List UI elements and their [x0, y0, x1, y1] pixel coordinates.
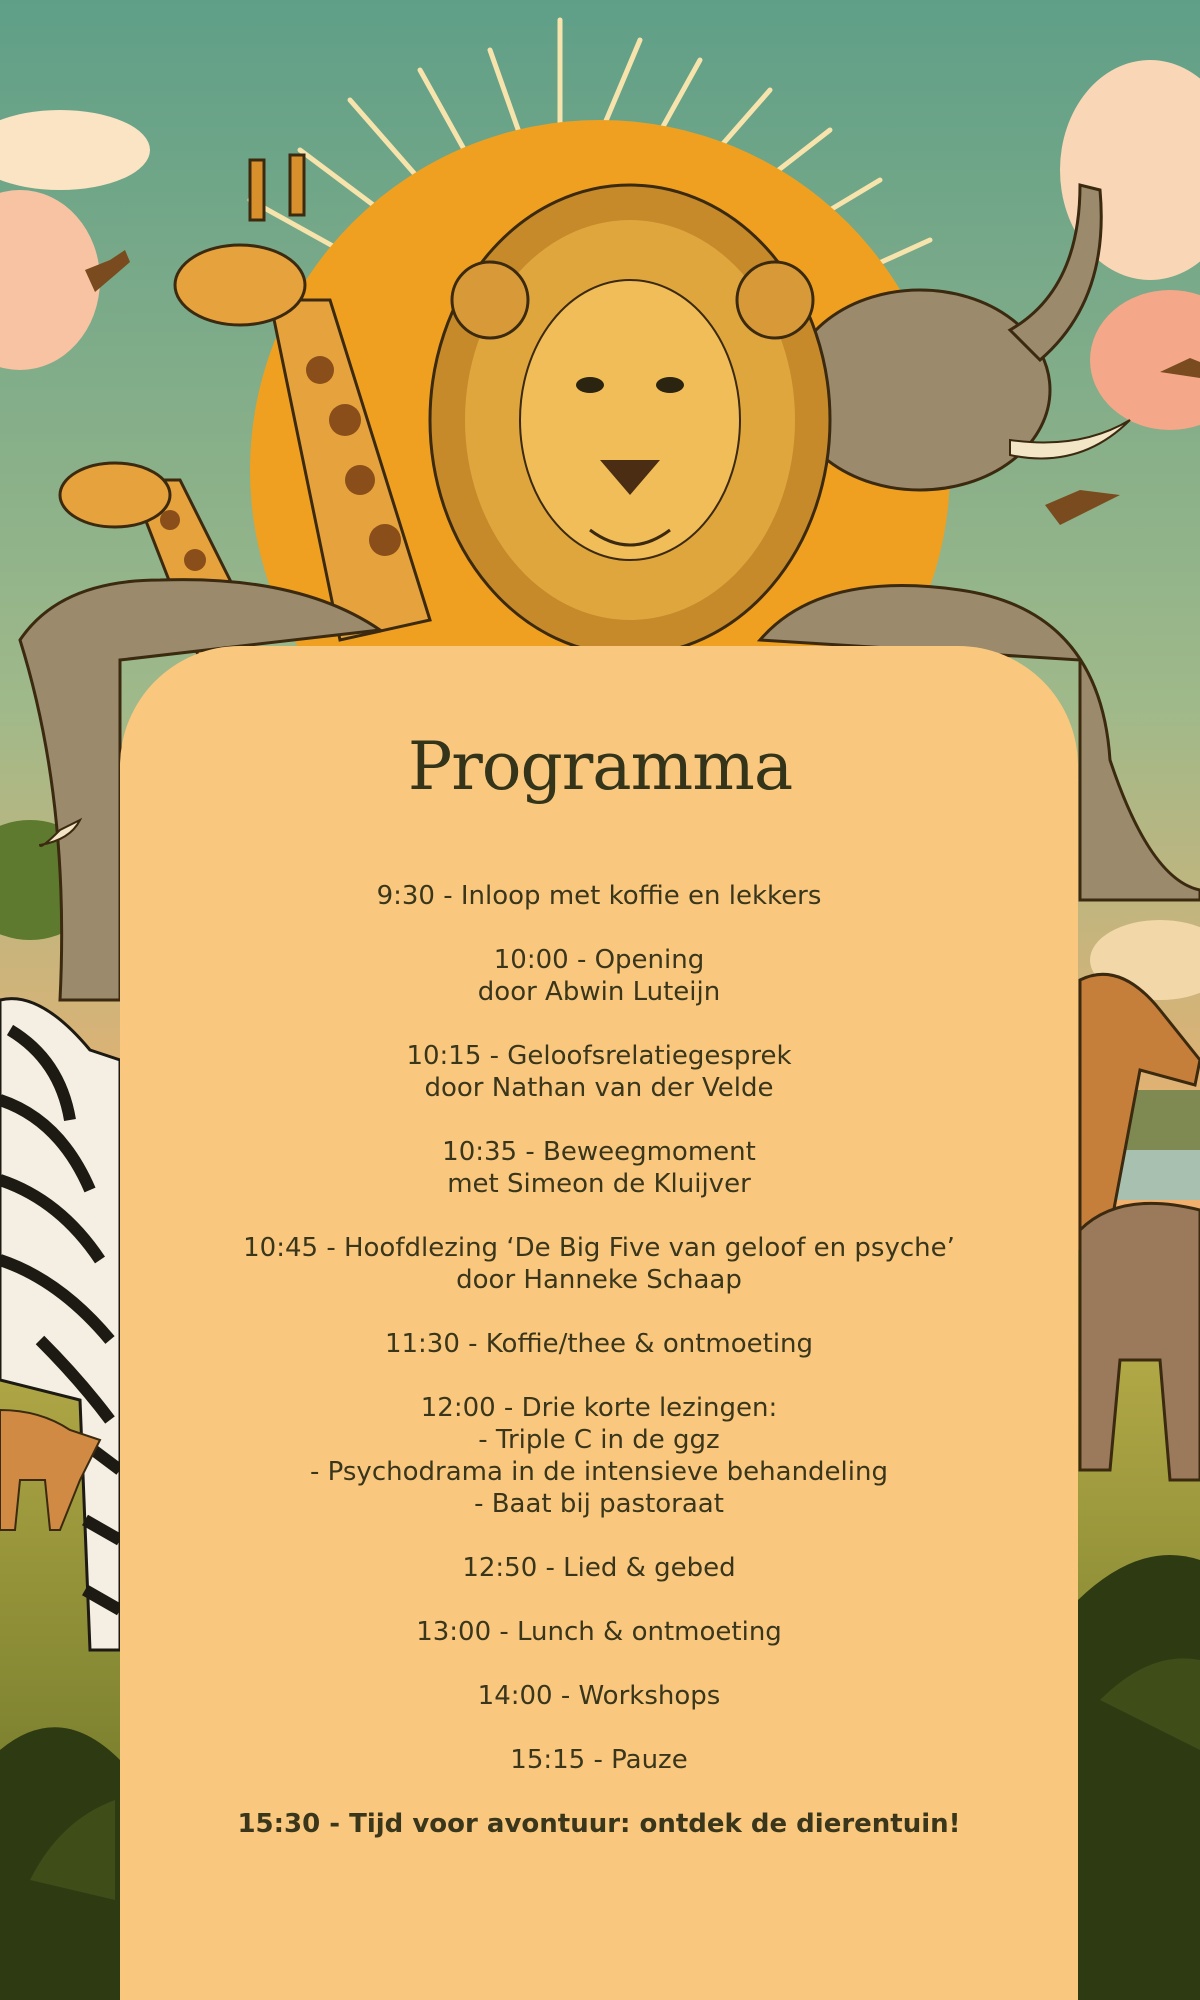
program-item-line: met Simeon de Kluijver	[447, 1169, 751, 1199]
program-item	[120, 1552, 1078, 1584]
lion	[430, 185, 830, 655]
program-item-line: - Baat bij pastoraat	[474, 1489, 724, 1519]
program-item-line: 9:30 - Inloop met koffie en lekkers	[376, 881, 822, 911]
program-item-line: 12:50 - Lied & gebed	[462, 1553, 736, 1583]
program-item-line: 14:00 - Workshops	[477, 1681, 721, 1711]
program-item	[120, 1040, 1078, 1104]
program-item-line: 15:30 - Tijd voor avontuur: ontdek de dierentuin!	[237, 1809, 961, 1839]
program-item	[120, 1680, 1078, 1712]
program-item-line: 12:00 - Drie korte lezingen:	[420, 1393, 778, 1423]
program-item	[120, 1808, 1078, 1840]
page-title: Programma	[407, 728, 793, 805]
program-item-line: door Nathan van der Velde	[424, 1073, 774, 1103]
program-item-line: door Abwin Luteijn	[477, 977, 721, 1007]
program-item-line: 11:30 - Koffie/thee & ontmoeting	[384, 1329, 814, 1359]
program-item	[120, 1328, 1078, 1360]
program-item-line: 15:15 - Pauze	[510, 1745, 688, 1775]
program-item-line: - Triple C in de ggz	[478, 1425, 720, 1455]
program-item-line: 13:00 - Lunch & ontmoeting	[416, 1617, 782, 1647]
program-item-line: 10:00 - Opening	[493, 945, 705, 975]
program-item-line: - Psychodrama in de intensieve behandeling	[310, 1457, 888, 1487]
program-item	[120, 880, 1078, 912]
program-item	[120, 1392, 1078, 1520]
program-item-line: 10:45 - Hoofdlezing ‘De Big Five van geloof en psyche’	[243, 1233, 955, 1263]
program-item	[120, 1744, 1078, 1776]
program-item	[120, 1232, 1078, 1296]
program-item	[120, 1136, 1078, 1200]
program-item-line: 10:15 - Geloofsrelatiegesprek	[406, 1041, 792, 1071]
program-item	[120, 1616, 1078, 1648]
program-item	[120, 944, 1078, 1008]
program-list	[120, 880, 1078, 1872]
program-item-line: 10:35 - Beweegmoment	[442, 1137, 756, 1167]
program-item-line: door Hanneke Schaap	[456, 1265, 742, 1295]
